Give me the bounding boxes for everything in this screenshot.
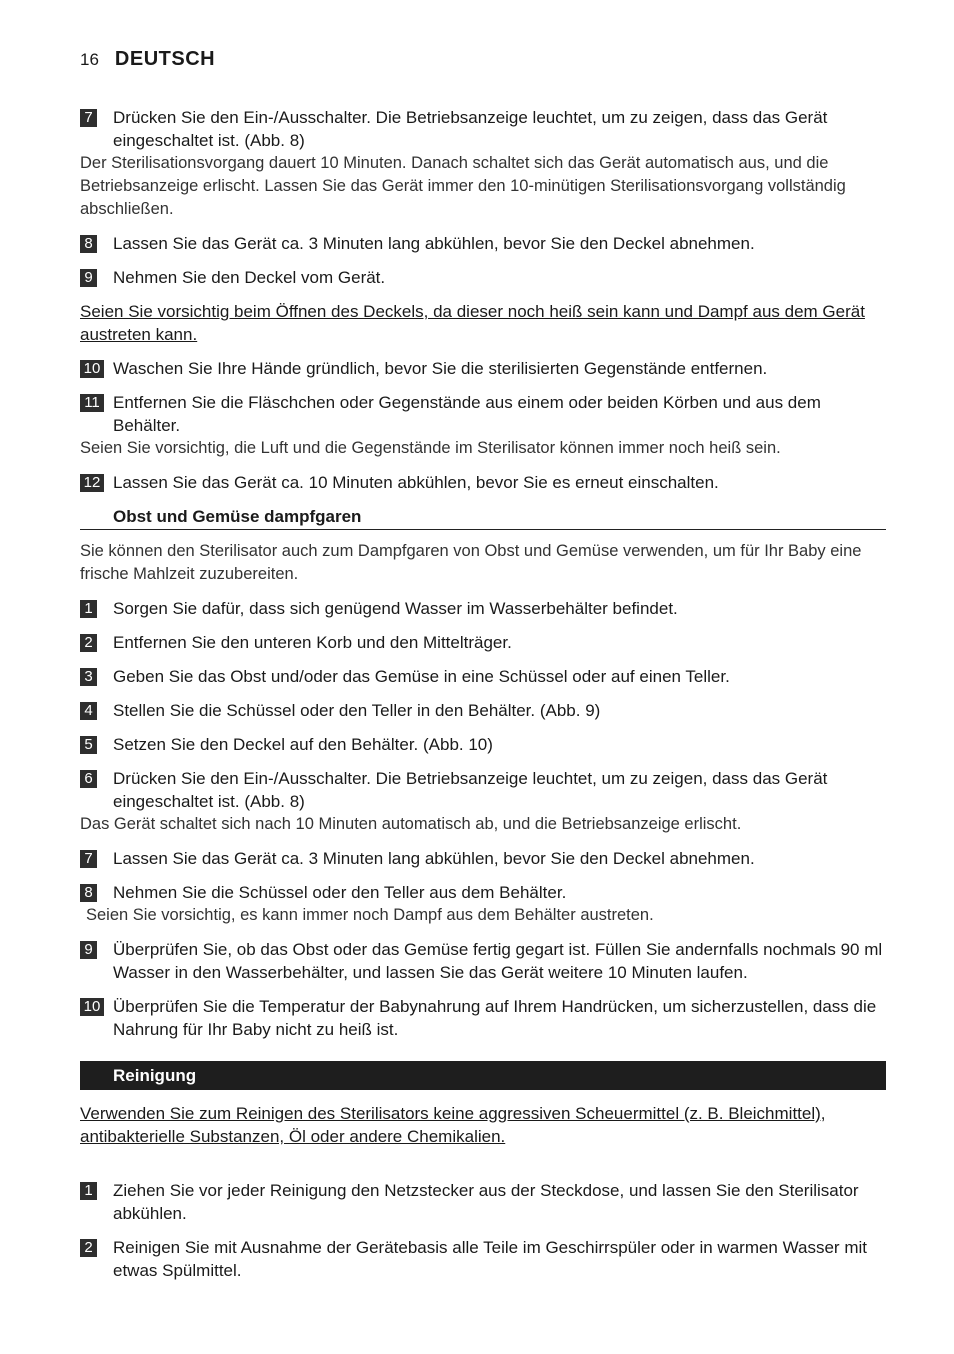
page-number: 16 <box>80 50 99 69</box>
step-text: Geben Sie das Obst und/oder das Gemüse in eine Schüssel oder auf einen Teller. <box>113 667 730 686</box>
step-number: 4 <box>80 702 97 720</box>
step-number: 7 <box>80 850 97 868</box>
step-item <box>80 1236 886 1282</box>
step-number: 8 <box>80 884 97 902</box>
spacer <box>80 1159 886 1179</box>
step-item <box>80 995 886 1041</box>
step-number: 1 <box>80 1182 97 1200</box>
step-text: Stellen Sie die Schüssel oder den Teller in den Behälter. (Abb. 9) <box>113 701 601 720</box>
step-text: Überprüfen Sie, ob das Obst oder das Gemüse fertig gegart ist. Füllen Sie andernfalls nochmals 90 ml Wasser in den Wasserbehälter, und lassen Sie das Gerät weitere 10 Minuten laufen. <box>113 940 883 982</box>
note-text: Der Sterilisationsvorgang dauert 10 Minuten. Danach schaltet sich das Gerät automatisch aus, und die Betriebsanzeige erlischt. Lassen Sie das Gerät immer den 10-minütigen Sterilisationsvorgang vollständig abschließen. <box>80 154 846 218</box>
step-number: 12 <box>80 474 104 492</box>
step-item <box>80 391 886 437</box>
step-text: Drücken Sie den Ein-/Ausschalter. Die Betriebsanzeige leuchtet, um zu zeigen, dass das Gerät eingeschaltet ist. (Abb. 8) <box>113 769 828 811</box>
section-heading-cleaning: Reinigung <box>80 1061 886 1090</box>
step-text: Setzen Sie den Deckel auf den Behälter. (Abb. 10) <box>113 735 493 754</box>
step-number: 8 <box>80 235 97 253</box>
step-text: Waschen Sie Ihre Hände gründlich, bevor Sie die sterilisierten Gegenstände entfernen. <box>113 359 768 378</box>
step-number: 5 <box>80 736 97 754</box>
step-item <box>80 881 886 904</box>
step-item <box>80 847 886 870</box>
step-number: 9 <box>80 941 97 959</box>
step-item <box>80 1179 886 1225</box>
page-content <box>80 106 886 1293</box>
step-item <box>80 106 886 152</box>
step-text: Nehmen Sie die Schüssel oder den Teller aus dem Behälter. <box>113 883 567 902</box>
section-heading-steam: Obst und Gemüse dampfgaren <box>80 506 886 530</box>
step-item <box>80 631 886 654</box>
step-number: 10 <box>80 998 104 1016</box>
step-text: Lassen Sie das Gerät ca. 3 Minuten lang abkühlen, bevor Sie den Deckel abnehmen. <box>113 234 755 253</box>
step-number: 2 <box>80 1239 97 1257</box>
note-text: Seien Sie vorsichtig, es kann immer noch Dampf aus dem Behälter austreten. <box>86 906 654 924</box>
step-text: Reinigen Sie mit Ausnahme der Gerätebasis alle Teile im Geschirrspüler oder in warmen Wasser mit etwas Spülmittel. <box>113 1238 867 1280</box>
step-text: Entfernen Sie den unteren Korb und den Mittelträger. <box>113 633 512 652</box>
note-text: Seien Sie vorsichtig, die Luft und die Gegenstände im Sterilisator können immer noch heiß sein. <box>80 439 781 457</box>
step-item <box>80 767 886 813</box>
step-text: Sorgen Sie dafür, dass sich genügend Wasser im Wasserbehälter befindet. <box>113 599 678 618</box>
step-text: Überprüfen Sie die Temperatur der Babynahrung auf Ihrem Handrücken, um sicherzustellen, dass die Nahrung für Ihr Baby nicht zu heiß ist. <box>113 997 877 1039</box>
step-text: Ziehen Sie vor jeder Reinigung den Netzstecker aus der Steckdose, und lassen Sie den Sterilisator abkühlen. <box>113 1181 859 1223</box>
step-number: 11 <box>80 394 104 412</box>
step-text: Nehmen Sie den Deckel vom Gerät. <box>113 268 386 287</box>
step-number: 2 <box>80 634 97 652</box>
step-number: 9 <box>80 269 97 287</box>
warning-text: Seien Sie vorsichtig beim Öffnen des Deckels, da dieser noch heiß sein kann und Dampf aus dem Gerät austreten kann. <box>80 302 865 344</box>
language-heading: DEUTSCH <box>114 48 216 70</box>
step-item <box>80 938 886 984</box>
step-number: 1 <box>80 600 97 618</box>
step-number: 3 <box>80 668 97 686</box>
step-text: Entfernen Sie die Fläschchen oder Gegenstände aus einem oder beiden Körben und aus dem Behälter. <box>113 393 821 435</box>
step-text: Lassen Sie das Gerät ca. 10 Minuten abkühlen, bevor Sie es erneut einschalten. <box>113 473 719 492</box>
step-item <box>80 699 886 722</box>
step-item <box>80 665 886 688</box>
page-header <box>80 48 215 71</box>
step-item <box>80 597 886 620</box>
step-text: Lassen Sie das Gerät ca. 3 Minuten lang abkühlen, bevor Sie den Deckel abnehmen. <box>113 849 755 868</box>
section-intro: Sie können den Sterilisator auch zum Dampfgaren von Obst und Gemüse verwenden, um für Ihr Baby eine frische Mahlzeit zuzubereiten. <box>80 542 862 583</box>
step-item <box>80 733 886 756</box>
step-item <box>80 471 886 494</box>
step-number: 7 <box>80 109 97 127</box>
step-item <box>80 232 886 255</box>
step-text: Drücken Sie den Ein-/Ausschalter. Die Betriebsanzeige leuchtet, um zu zeigen, dass das Gerät eingeschaltet ist. (Abb. 8) <box>113 108 828 150</box>
step-number: 10 <box>80 360 104 378</box>
step-item <box>80 357 886 380</box>
step-item <box>80 266 886 289</box>
warning-text: Verwenden Sie zum Reinigen des Sterilisators keine aggressiven Scheuermittel (z. B. Bleichmittel), antibakterielle Substanzen, Öl oder andere Chemikalien. <box>80 1104 826 1146</box>
step-number: 6 <box>80 770 97 788</box>
note-text: Das Gerät schaltet sich nach 10 Minuten automatisch ab, und die Betriebsanzeige erlischt. <box>80 815 742 833</box>
